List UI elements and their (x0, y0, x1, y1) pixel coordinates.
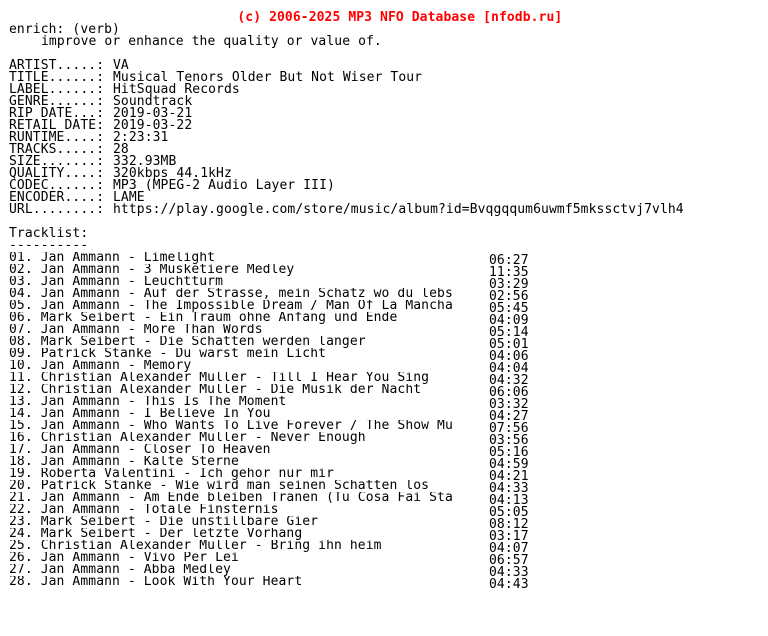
track-title: 03. Jan Ammann - Leuchtturm (9, 276, 224, 288)
track-time: 03:56 (489, 433, 529, 448)
info-label: LABEL......: (9, 82, 105, 97)
track-row (9, 516, 759, 532)
track-row (9, 372, 759, 388)
nfo-document (9, 0, 759, 592)
track-row (9, 276, 759, 292)
track-row (9, 576, 759, 592)
track-time: 04:33 (489, 481, 529, 496)
track-time: 05:14 (489, 325, 529, 340)
track-row (9, 528, 759, 544)
track-title: 08. Mark Seibert - Die Schatten werden langer (9, 336, 366, 348)
track-time: 08:12 (489, 517, 529, 532)
info-value: 28 (113, 142, 129, 157)
track-title: 24. Mark Seibert - Der letzte Vorhang (9, 528, 303, 540)
track-time: 04:32 (489, 373, 529, 388)
track-time: 03:17 (489, 529, 529, 544)
track-row (9, 456, 759, 472)
track-title: 04. Jan Ammann - Auf der Strasse, mein Schatz wo du lebs (9, 288, 453, 300)
track-time: 03:29 (489, 277, 529, 292)
info-value: 332.93MB (113, 154, 177, 169)
track-time: 11:35 (489, 265, 529, 280)
track-title: 27. Jan Ammann - Abba Medley (9, 564, 231, 576)
track-title: 11. Christian Alexander Muller - Till I Hear You Sing (9, 372, 430, 384)
info-label: RETAIL DATE: (9, 118, 105, 133)
track-title: 02. Jan Ammann - 3 Musketiere Medley (9, 264, 295, 276)
track-row (9, 540, 759, 556)
track-time: 07:56 (489, 421, 529, 436)
track-row (9, 288, 759, 304)
track-title: 17. Jan Ammann - Closer To Heaven (9, 444, 271, 456)
track-row (9, 552, 759, 568)
track-title: 14. Jan Ammann - I Believe In You (9, 408, 271, 420)
track-row (9, 384, 759, 400)
track-time: 04:04 (489, 361, 529, 376)
track-row (9, 504, 759, 520)
track-row (9, 492, 759, 508)
info-value: Soundtrack (113, 94, 193, 109)
track-row (9, 396, 759, 412)
info-label: SIZE.......: (9, 154, 105, 169)
info-label: TRACKS.....: (9, 142, 105, 157)
track-row (9, 300, 759, 316)
track-title: 26. Jan Ammann - Vivo Per Lei (9, 552, 239, 564)
banner-text[interactable]: (c) 2006-2025 MP3 NFO Database [nfodb.ru] (237, 10, 563, 25)
track-row (9, 348, 759, 364)
track-time: 04:07 (489, 541, 529, 556)
track-time: 04:06 (489, 349, 529, 364)
track-time: 06:06 (489, 385, 529, 400)
info-value: HitSquad Records (113, 82, 240, 97)
info-row-url (9, 204, 759, 216)
info-value: LAME (113, 190, 145, 205)
release-info (9, 60, 759, 216)
track-row (9, 252, 759, 268)
track-time: 04:21 (489, 469, 529, 484)
track-title: 19. Roberta Valentini - Ich gehor nur mir (9, 468, 334, 480)
track-title: 22. Jan Ammann - Totale Finsternis (9, 504, 279, 516)
track-title: 09. Patrick Stanke - Du warst mein Licht (9, 348, 327, 360)
track-title: 12. Christian Alexander Muller - Die Musik der Nacht (9, 384, 422, 396)
track-row (9, 420, 759, 436)
track-title: 16. Christian Alexander Muller - Never Enough (9, 432, 366, 444)
definition-meaning: improve or enhance the quality or value of. (41, 34, 382, 49)
track-time: 04:09 (489, 313, 529, 328)
track-time: 05:05 (489, 505, 529, 520)
track-time: 04:33 (489, 565, 529, 580)
info-label: GENRE......: (9, 94, 105, 109)
track-time: 05:45 (489, 301, 529, 316)
track-row (9, 408, 759, 424)
track-title: 20. Patrick Stanke - Wie wird man seinen Schatten los (9, 480, 430, 492)
track-title: 21. Jan Ammann - Am Ende bleiben Tranen (Tu Cosa Fai Sta (9, 492, 453, 504)
tracklist-underline: ---------- (9, 238, 89, 253)
track-time: 04:43 (489, 577, 529, 592)
info-label: ENCODER....: (9, 190, 105, 205)
track-title: 07. Jan Ammann - More Than Words (9, 324, 263, 336)
info-value: VA (113, 58, 129, 73)
track-time: 06:57 (489, 553, 529, 568)
track-row (9, 264, 759, 280)
track-time: 03:32 (489, 397, 529, 412)
info-value: MP3 (MPEG-2 Audio Layer III) (113, 178, 335, 193)
tracklist (9, 252, 759, 592)
track-time: 06:27 (489, 253, 529, 268)
track-time: 04:27 (489, 409, 529, 424)
track-title: 13. Jan Ammann - This Is The Moment (9, 396, 287, 408)
info-label: TITLE......: (9, 70, 105, 85)
info-value: 2019-03-21 (113, 106, 193, 121)
track-time: 04:59 (489, 457, 529, 472)
track-title: 10. Jan Ammann - Memory (9, 360, 192, 372)
track-title: 18. Jan Ammann - Kalte Sterne (9, 456, 239, 468)
track-title: 01. Jan Ammann - Limelight (9, 252, 216, 264)
tracklist-heading: Tracklist: (9, 226, 89, 241)
info-value: 2:23:31 (113, 130, 169, 145)
info-value: 2019-03-22 (113, 118, 193, 133)
info-label: RUNTIME....: (9, 130, 105, 145)
track-row (9, 444, 759, 460)
site-banner[interactable] (9, 0, 759, 25)
info-value: Musical Tenors Older But Not Wiser Tour (113, 70, 423, 85)
track-title: 15. Jan Ammann - Who Wants To Live Forever / The Show Mu (9, 420, 453, 432)
track-row (9, 468, 759, 484)
track-time: 05:01 (489, 337, 529, 352)
track-row (9, 480, 759, 496)
track-row (9, 432, 759, 448)
info-label: ARTIST.....: (9, 58, 105, 73)
track-title: 23. Mark Seibert - Die unstillbare Gier (9, 516, 319, 528)
track-title: 28. Jan Ammann - Look With Your Heart (9, 576, 303, 588)
track-row (9, 312, 759, 328)
track-title: 25. Christian Alexander Muller - Bring ihn heim (9, 540, 382, 552)
track-time: 05:16 (489, 445, 529, 460)
info-label: CODEC......: (9, 178, 105, 193)
track-time: 04:13 (489, 493, 529, 508)
track-row (9, 324, 759, 340)
info-label: URL........: (9, 202, 105, 217)
track-row (9, 564, 759, 580)
track-title: 06. Mark Seibert - Ein Traum ohne Anfang und Ende (9, 312, 398, 324)
track-row (9, 360, 759, 376)
info-label: QUALITY....: (9, 166, 105, 181)
track-time: 02:56 (489, 289, 529, 304)
definition-term: enrich: (verb) (9, 22, 120, 37)
info-label: RIP DATE...: (9, 106, 105, 121)
track-title: 05. Jan Ammann - The Impossible Dream / Man Of La Mancha (9, 300, 453, 312)
track-row (9, 336, 759, 352)
info-value: 320kbps 44.1kHz (113, 166, 232, 181)
info-url: https://play.google.com/store/music/album?id=Bvqgqqum6uwmf5mkssctvj7vlh4 (113, 202, 684, 217)
